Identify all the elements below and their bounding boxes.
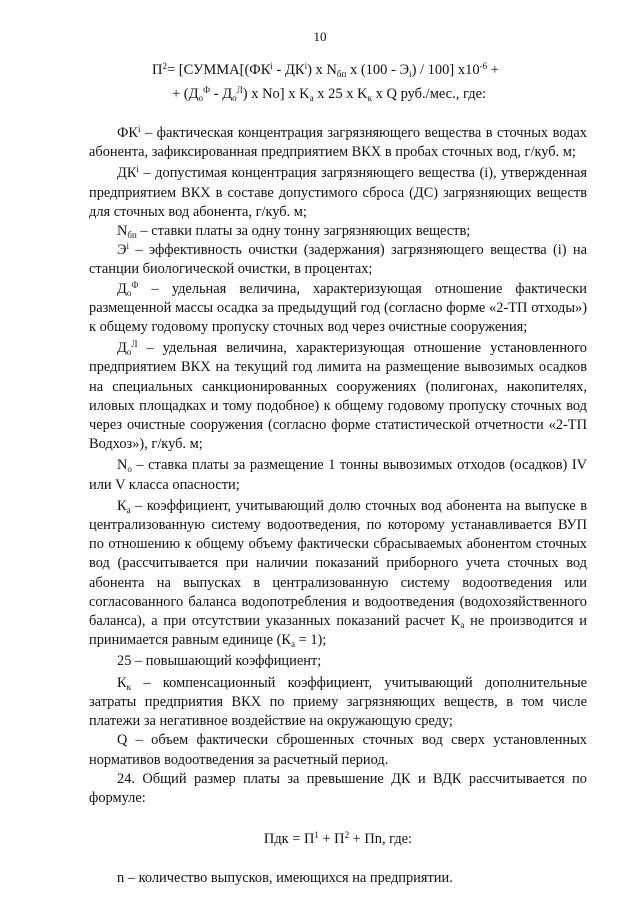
clause-24: 24. Общий размер платы за превышение ДК и ВДК рассчитывается по формуле: xyxy=(89,770,587,806)
definition-no: $N_о$ – ставка платы за размещение 1 тонны вывозимых отходов (осадков) IV или V класса опасности; xyxy=(89,457,587,493)
page-number: 10 xyxy=(313,29,327,44)
formula-pdk: Пдк = $П^1 + П^2$ + Пn, где: xyxy=(263,830,413,848)
definition-do-f: $Д_о^Ф$ – удельная величина, характеризующая отношение фактически размещенной массы осадка за предыдущий год (согласно форме «2-ТП отходы») к общему годовому пропуску сточных вод через очистные сооружения; xyxy=(89,279,587,336)
definition-dk: $ДК^i$ – допустимая концентрация загрязняющего вещества (i), утвержденная предприятием ВКХ в составе допустимого сброса (ДС) загрязняющих веществ для сточных вод абонента, г/куб. м; xyxy=(89,164,587,220)
note-n: n – количество выпусков, имеющихся на предприятии. xyxy=(117,870,453,887)
document-body xyxy=(89,124,587,889)
definition-25: 25 – повышающий коэффициент; xyxy=(117,653,322,670)
formula-p2-line2: + $(Д_о^Ф - Д_о^Л)$ x Nо] x $K_а$ x 25 x $K_к$ x Q руб./мес., где: xyxy=(172,85,487,103)
formula-p2-line1: $П^2=$ [$СУММА[(ФК^i - ДК^i)$ x $N_{бп}$ x $(100 - Э_i) / 100$] $x10^{-6}$ + xyxy=(152,61,499,79)
definition-nbp: $N_{бп}$ – ставки платы за одну тонну загрязняющих веществ; xyxy=(117,223,471,241)
definition-e: $Э^i$ – эффективность очистки (задержания) загрязняющего вещества (i) на станции биологической очистки, в процентах; xyxy=(89,241,587,278)
definition-ka: $К_а$ – коэффициент, учитывающий долю сточных вод абонента на выпуске в централизованную систему водоотведения, по которому устанавливается ВУП по отношению к общему объему фактически сбрасываемых абонентом сточных вод (рассчитывается при наличии показаний приборного учета сточных вод абонента на выпусках в централизованную систему водоотведения или согласованного баланса водопотребления и водоотведения (водохозяйственного баланса), а при отсутствии указанных показаний расчет $К_а$ не производится и принимается равным единице $(К_а = 1)$; xyxy=(89,497,587,650)
definition-q: Q – объем фактически сброшенных сточных вод сверх установленных нормативов водоотведения за расчетный период. xyxy=(89,732,587,768)
definition-kk: $К_к$ – компенсационный коэффициент, учитывающий дополнительные затраты предприятия ВКХ по приему загрязняющих веществ, в том числе платежи за негативное воздействие на окружающую среду; xyxy=(89,674,587,730)
definition-do-l: $Д_о^Л$ – удельная величина, характеризующая отношение установленного предприятием ВКХ на текущий год лимита на размещение вывозимых осадков на специальных санкционированных сооружениях (полигонах, накопителях, иловых площадках и тому подобное) к общему годовому пропуску сточных вод через очистные сооружения (согласно форме статистической отчетности «2-ТП Водхоз»), г/куб. м; xyxy=(89,339,587,453)
definition-fk: $ФК^i$ – фактическая концентрация загрязняющего вещества в сточных водах абонента, зафиксированная предприятием ВКХ в пробах сточных вод, г/куб. м; xyxy=(89,124,587,161)
